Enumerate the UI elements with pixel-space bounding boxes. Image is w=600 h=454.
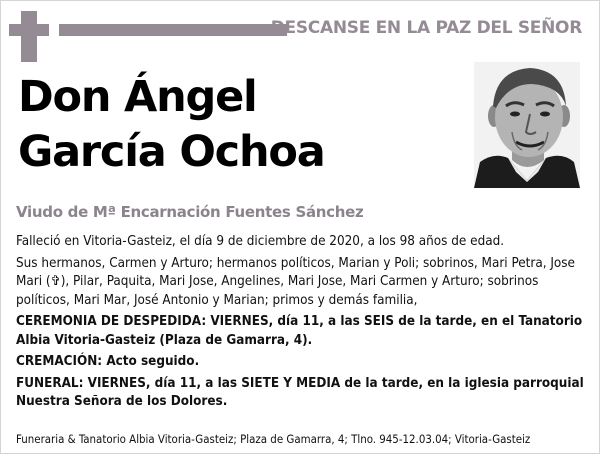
deceased-subtitle: Viudo de Mª Encarnación Fuentes Sánchez	[16, 203, 364, 221]
death-notice: Falleció en Vitoria-Gasteiz, el día 9 de diciembre de 2020, a los 98 años de edad.	[16, 234, 505, 249]
name-line-1: Don Ángel	[18, 72, 257, 122]
family-list: Sus hermanos, Carmen y Arturo; hermanos políticos, Marian y Poli; sobrinos, Mari Petra, Jose Mari (✞), Pilar, Paquita, Mari Jose, Angelines, Mari Jose, Mari Carmen y Arturo; sobrinos políticos, Mari Mar, José Antonio y Marian; primos y demás familia,	[16, 255, 575, 308]
header-divider	[59, 24, 287, 36]
notice-body	[16, 233, 588, 415]
cremation-notice: CREMACIÓN: Acto seguido.	[16, 354, 200, 369]
ceremony-notice: CEREMONIA DE DESPEDIDA: VIERNES, día 11, a las SEIS de la tarde, en el Tanatorio Albia Vitoria-Gasteiz (Plaza de Gamarra, 4).	[16, 314, 583, 348]
header-title: DESCANSE EN LA PAZ DEL SEÑOR	[270, 18, 582, 38]
funeral-notice: FUNERAL: VIERNES, día 11, a las SIETE Y MEDIA de la tarde, en la iglesia parroquial Nuestra Señora de los Dolores.	[16, 375, 584, 409]
deceased-name	[18, 70, 325, 180]
portrait-photo	[474, 62, 580, 188]
funeral-home-footer: Funeraria & Tanatorio Albia Vitoria-Gasteiz; Plaza de Gamarra, 4; Tlno. 945-12.03.04; Vitoria-Gasteiz	[16, 432, 531, 446]
name-line-2: García Ochoa	[18, 127, 325, 177]
